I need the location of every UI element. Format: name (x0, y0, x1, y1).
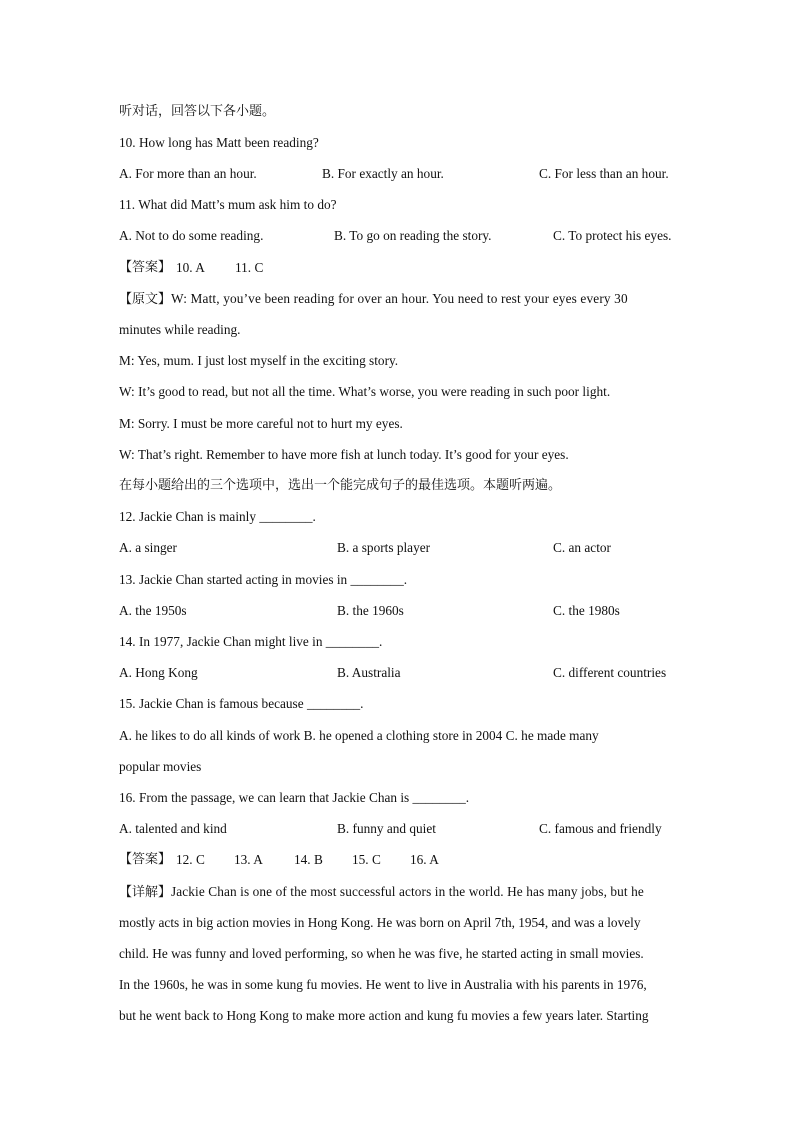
option-b: B. For exactly an hour. (322, 166, 444, 181)
option-c: C. famous and friendly (539, 821, 662, 836)
question-16-options (119, 819, 679, 839)
option-b: B. funny and quiet (337, 821, 436, 836)
question-11-options (119, 226, 679, 246)
detail-text: Jackie Chan is one of the most successful actors in the world. He has many jobs, but he (171, 884, 644, 899)
option-c: C. different countries (553, 665, 667, 680)
option-b: B. To go on reading the story. (334, 228, 492, 243)
answer-label: 【答案】 (119, 260, 172, 275)
option-b: B. the 1960s (337, 603, 404, 618)
transcript-line-4: M: Sorry. I must be more careful not to hurt my eyes. (119, 416, 403, 431)
question-13: 13. Jackie Chan started acting in movies in ________. (119, 572, 408, 587)
transcript-line-1b: minutes while reading. (119, 322, 241, 337)
detail-line-1 (119, 882, 679, 902)
question-10: 10. How long has Matt been reading? (119, 135, 319, 150)
question-15: 15. Jackie Chan is famous because ________. (119, 696, 364, 711)
option-a: A. talented and kind (119, 821, 227, 836)
transcript-line-2: M: Yes, mum. I just lost myself in the exciting story. (119, 353, 399, 368)
transcript-line-1 (119, 289, 679, 309)
question-14-options (119, 663, 679, 683)
answer-item: 12. C (176, 852, 205, 867)
answer-item: 14. B (294, 852, 323, 867)
detail-line-3: child. He was funny and loved performing, so when he was five, he started acting in small movies. (119, 946, 644, 961)
question-15-options-continued: popular movies (119, 759, 202, 774)
option-c: C. For less than an hour. (539, 166, 669, 181)
option-a: A. Not to do some reading. (119, 228, 264, 243)
transcript-label: 【原文】 (119, 292, 172, 307)
option-a: A. a singer (119, 540, 177, 555)
option-b: B. Australia (337, 665, 401, 680)
transcript-line-3: W: It’s good to read, but not all the time. What’s worse, you were reading in such poor light. (119, 384, 611, 399)
option-b: B. a sports player (337, 540, 431, 555)
option-c: C. an actor (553, 540, 611, 555)
answer-label: 【答案】 (119, 852, 172, 867)
transcript-text: W: Matt, you’ve been reading for over an hour. You need to rest your eyes every 30 (171, 291, 628, 306)
transcript-line-5: W: That’s right. Remember to have more fish at lunch today. It’s good for your eyes. (119, 447, 569, 462)
detail-line-2: mostly acts in big action movies in Hong Kong. He was born on April 7th, 1954, and was a lovely (119, 915, 641, 930)
answer-row-2 (119, 850, 679, 870)
detail-line-5: but he went back to Hong Kong to make more action and kung fu movies a few years later. Starting (119, 1008, 649, 1023)
section-instruction: 听对话，回答以下各小题。 (119, 104, 276, 119)
answer-item: 10. A (176, 260, 205, 275)
question-16: 16. From the passage, we can learn that Jackie Chan is ________. (119, 790, 470, 805)
answer-item: 16. A (410, 852, 439, 867)
section-instruction: 在每小题给出的三个选项中，选出一个能完成句子的最佳选项。本题听两遍。 (119, 478, 562, 493)
answer-item: 15. C (352, 852, 381, 867)
question-12: 12. Jackie Chan is mainly ________. (119, 509, 316, 524)
option-a: A. the 1950s (119, 603, 187, 618)
question-13-options (119, 601, 679, 621)
question-12-options (119, 538, 679, 558)
option-a: A. Hong Kong (119, 665, 198, 680)
question-10-options (119, 164, 679, 184)
question-15-options: A. he likes to do all kinds of work B. he opened a clothing store in 2004 C. he made many (119, 728, 599, 743)
answer-row-1 (119, 258, 679, 278)
question-14: 14. In 1977, Jackie Chan might live in ________. (119, 634, 383, 649)
answer-item: 13. A (234, 852, 263, 867)
option-a: A. For more than an hour. (119, 166, 257, 181)
option-c: C. To protect his eyes. (553, 228, 672, 243)
question-11: 11. What did Matt’s mum ask him to do? (119, 197, 337, 212)
option-c: C. the 1980s (553, 603, 620, 618)
detail-label: 【详解】 (119, 885, 172, 900)
detail-line-4: In the 1960s, he was in some kung fu movies. He went to live in Australia with his parents in 1976, (119, 977, 647, 992)
answer-item: 11. C (235, 260, 264, 275)
